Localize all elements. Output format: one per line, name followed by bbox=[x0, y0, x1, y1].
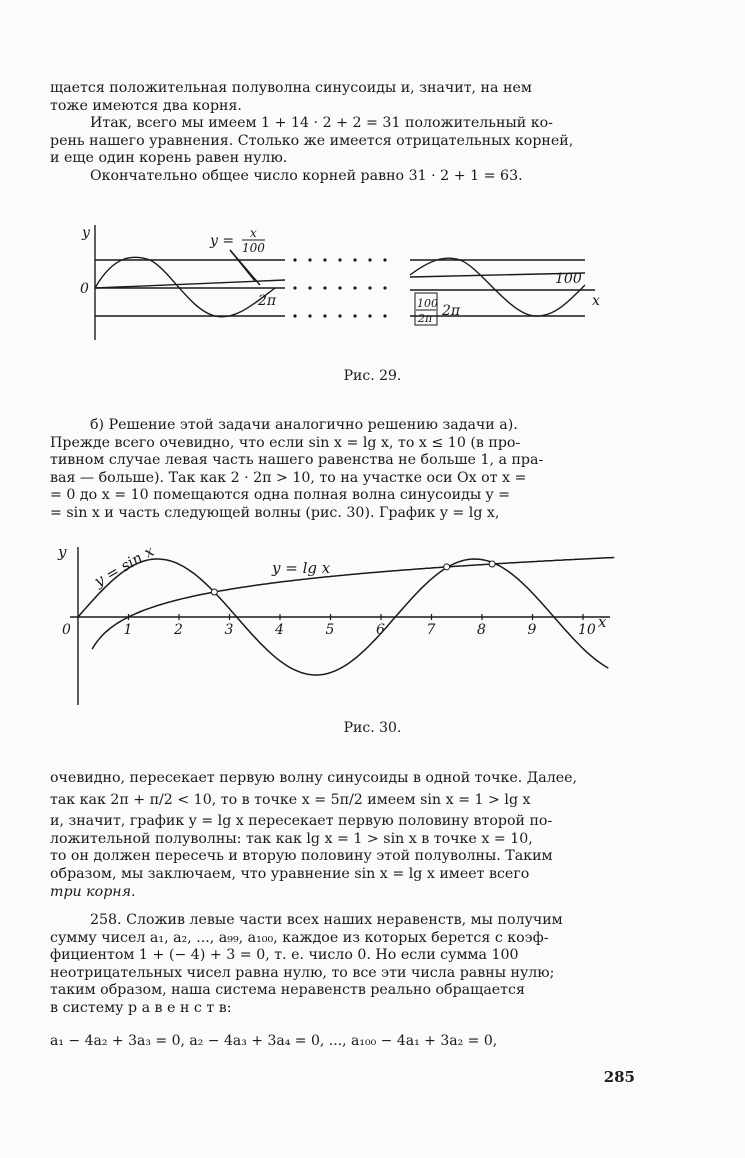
fig30-caption: Рис. 30. bbox=[343, 720, 402, 736]
fig30-tick-label: 5 bbox=[325, 622, 335, 638]
figure-29 bbox=[70, 215, 610, 345]
fig29-line-prefix: y = bbox=[210, 233, 235, 249]
fig29-100-label: 100 bbox=[555, 271, 582, 287]
fig30-tick-label: 9 bbox=[527, 622, 537, 638]
fig30-tick-label: 8 bbox=[477, 622, 486, 638]
fig29-2pi-label: 2π bbox=[258, 293, 277, 309]
paragraph-solution-b bbox=[50, 417, 630, 523]
fig29-y-label: y bbox=[82, 225, 90, 241]
fig30-x-label: x bbox=[598, 613, 607, 631]
text-line: тивном случае левая часть нашего равенства не больше 1, а пра- bbox=[50, 452, 544, 469]
paragraph-intro bbox=[50, 80, 630, 186]
text-line: = 0 до x = 10 помещаются одна полная волна синусоиды y = bbox=[50, 487, 511, 504]
text-line: рень нашего уравнения. Столько же имеется отрицательных корней, bbox=[50, 132, 574, 149]
fig30-tick-label: 1 bbox=[123, 622, 133, 638]
fig30-intersection-point bbox=[211, 589, 217, 595]
text-line: щается положительная полуволна синусоиды и, значит, на нем bbox=[50, 80, 532, 96]
text-line: ложительной полуволны: так как lg x = 1 > sin x в точке x = 10, bbox=[50, 830, 533, 847]
text-line: фициентом 1 + (− 4) + 3 = 0, т. е. число 0. Но если сумма 100 bbox=[50, 947, 519, 964]
fig29-frac-den: 2π bbox=[418, 312, 433, 325]
fig30-tick-label: 0 bbox=[62, 622, 71, 638]
fig29-caption: Рис. 29. bbox=[343, 368, 402, 384]
fig29-line-num: x bbox=[250, 226, 257, 240]
text-line: Окончательно общее число корней равно 31 · 2 + 1 = 63. bbox=[90, 167, 523, 184]
figure-30 bbox=[50, 535, 620, 710]
fig30-tick-label: 7 bbox=[426, 622, 436, 638]
fig29-line-den: 100 bbox=[242, 241, 265, 255]
paragraph-continuation bbox=[50, 770, 630, 901]
text-line: тоже имеются два корня. bbox=[50, 97, 242, 114]
text-line: таким образом, наша система неравенств реально обращается bbox=[50, 982, 525, 999]
fig30-tick-label: 4 bbox=[275, 622, 284, 638]
text-line: очевидно, пересекает первую волну синусоиды в одной точке. Далее, bbox=[50, 770, 578, 786]
text-line: = sin x и часть следующей волны (рис. 30). График y = lg x, bbox=[50, 504, 500, 521]
text-line: вая — больше). Так как 2 · 2π > 10, то на участке оси Ox от x = bbox=[50, 469, 527, 486]
fig29-dots bbox=[293, 258, 386, 317]
fig30-intersection-point bbox=[489, 561, 495, 567]
text-line: так как 2π + π/2 < 10, то в точке x = 5π/2 имеем sin x = 1 > lg x bbox=[50, 791, 531, 808]
text-line: три корня. bbox=[50, 883, 136, 900]
text-line: и, значит, график y = lg x пересекает первую половину второй по- bbox=[50, 813, 553, 830]
fig29-2pi-right: 2π bbox=[442, 303, 461, 319]
text-line: в систему р а в е н с т в: bbox=[50, 999, 232, 1016]
fig29-zero-label: 0 bbox=[80, 281, 89, 297]
text-line: Итак, всего мы имеем 1 + 14 · 2 + 2 = 31 положительный ко- bbox=[90, 115, 553, 132]
fig30-y-label: y bbox=[58, 543, 67, 561]
text-line: сумму чисел a₁, a₂, ..., a₉₉, a₁₀₀, каждое из которых берется с коэф- bbox=[50, 929, 549, 946]
text-line: б) Решение этой задачи аналогично решению задачи а). bbox=[90, 417, 518, 433]
fig29-frac-num: 100 bbox=[417, 297, 438, 310]
text-line: неотрицательных чисел равна нулю, то все эти числа равны нулю; bbox=[50, 964, 555, 981]
paragraph-problem-258 bbox=[50, 912, 630, 1018]
fig30-tick-label: 10 bbox=[578, 622, 596, 638]
fig29-x-label: x bbox=[592, 293, 600, 309]
text-line: 258. Сложив левые части всех наших неравенств, мы получим bbox=[90, 912, 563, 928]
text-line: и еще один корень равен нулю. bbox=[50, 150, 288, 167]
fig29-label-leader-2 bbox=[230, 250, 260, 285]
text-line: то он должен пересечь и вторую половину этой полуволны. Таким bbox=[50, 848, 553, 865]
fig30-tick-label: 2 bbox=[174, 622, 183, 638]
fig30-tick-label: 6 bbox=[376, 622, 385, 638]
fig30-lg-label: y = lg x bbox=[272, 559, 331, 577]
fig30-intersection-point bbox=[444, 564, 450, 570]
text-line: Прежде всего очевидно, что если sin x = lg x, то x ≤ 10 (в про- bbox=[50, 434, 521, 451]
page-number: 285 bbox=[603, 1068, 635, 1086]
text-line: образом, мы заключаем, что уравнение sin x = lg x имеет всего bbox=[50, 865, 530, 882]
fig30-tick-label: 3 bbox=[224, 622, 234, 638]
fig30-sin-label: y = sin x bbox=[91, 541, 158, 591]
equation-system: a₁ − 4a₂ + 3a₃ = 0, a₂ − 4a₃ + 3a₄ = 0, ..., a₁₀₀ − 4a₁ + 3a₂ = 0, bbox=[50, 1033, 498, 1049]
